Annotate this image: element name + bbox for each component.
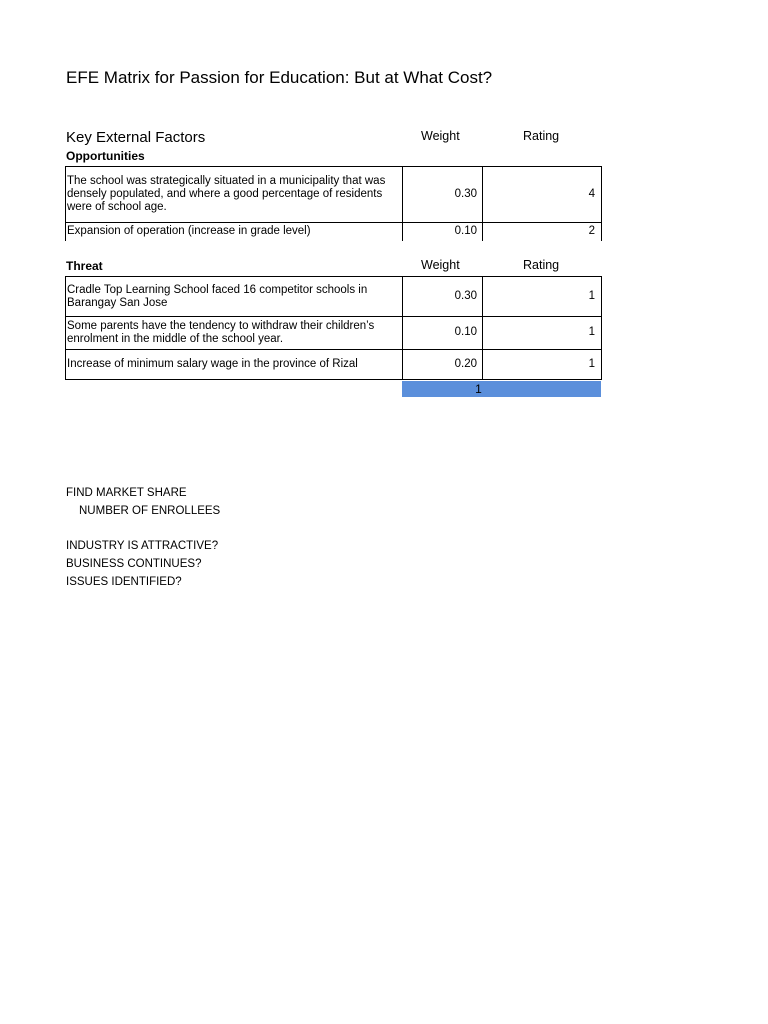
note-enrollees: NUMBER OF ENROLLEES [79, 505, 221, 517]
note-attractive: INDUSTRY IS ATTRACTIVE? [66, 540, 219, 552]
total-weight-cell: 1 [402, 381, 601, 397]
page-title: EFE Matrix for Passion for Education: But at What Cost? [66, 68, 493, 87]
table-row-rating: 1 [482, 349, 602, 380]
note-issues: ISSUES IDENTIFIED? [66, 576, 182, 588]
table-row-factor: Cradle Top Learning School faced 16 competitor schools in Barangay San Jose [65, 276, 403, 317]
rating-header: Rating [523, 129, 560, 143]
key-factors-heading: Key External Factors [66, 129, 206, 146]
table-row-rating: 1 [482, 316, 602, 350]
weight-header: Weight [421, 129, 460, 143]
threat-weight-header: Weight [421, 258, 460, 272]
table-row-rating: 2 [482, 222, 602, 241]
table-row-rating: 4 [482, 166, 602, 223]
table-row-factor: Increase of minimum salary wage in the province of Rizal [65, 349, 403, 380]
table-row-weight: 0.10 [454, 225, 477, 237]
threat-rating-header: Rating [523, 258, 560, 272]
table-row-factor: Expansion of operation (increase in grade level) [65, 222, 403, 241]
threat-label: Threat [66, 259, 103, 273]
table-row-rating: 1 [482, 276, 602, 317]
note-continues: BUSINESS CONTINUES? [66, 558, 202, 570]
table-row-factor: Some parents have the tendency to withdraw their children’s enrolment in the middle of the school year. [65, 316, 403, 350]
opportunities-label: Opportunities [66, 149, 145, 163]
note-market-share: FIND MARKET SHARE [66, 487, 187, 499]
table-row-weight: 0.20 [402, 349, 483, 380]
table-row-weight: 0.30 [402, 276, 483, 317]
table-row-factor: The school was strategically situated in a municipality that was densely populated, and where a good percentage of residents were of school age. [65, 166, 403, 223]
table-row-weight: 0.30 [402, 166, 483, 223]
table-row-weight: 0.10 [402, 316, 483, 350]
